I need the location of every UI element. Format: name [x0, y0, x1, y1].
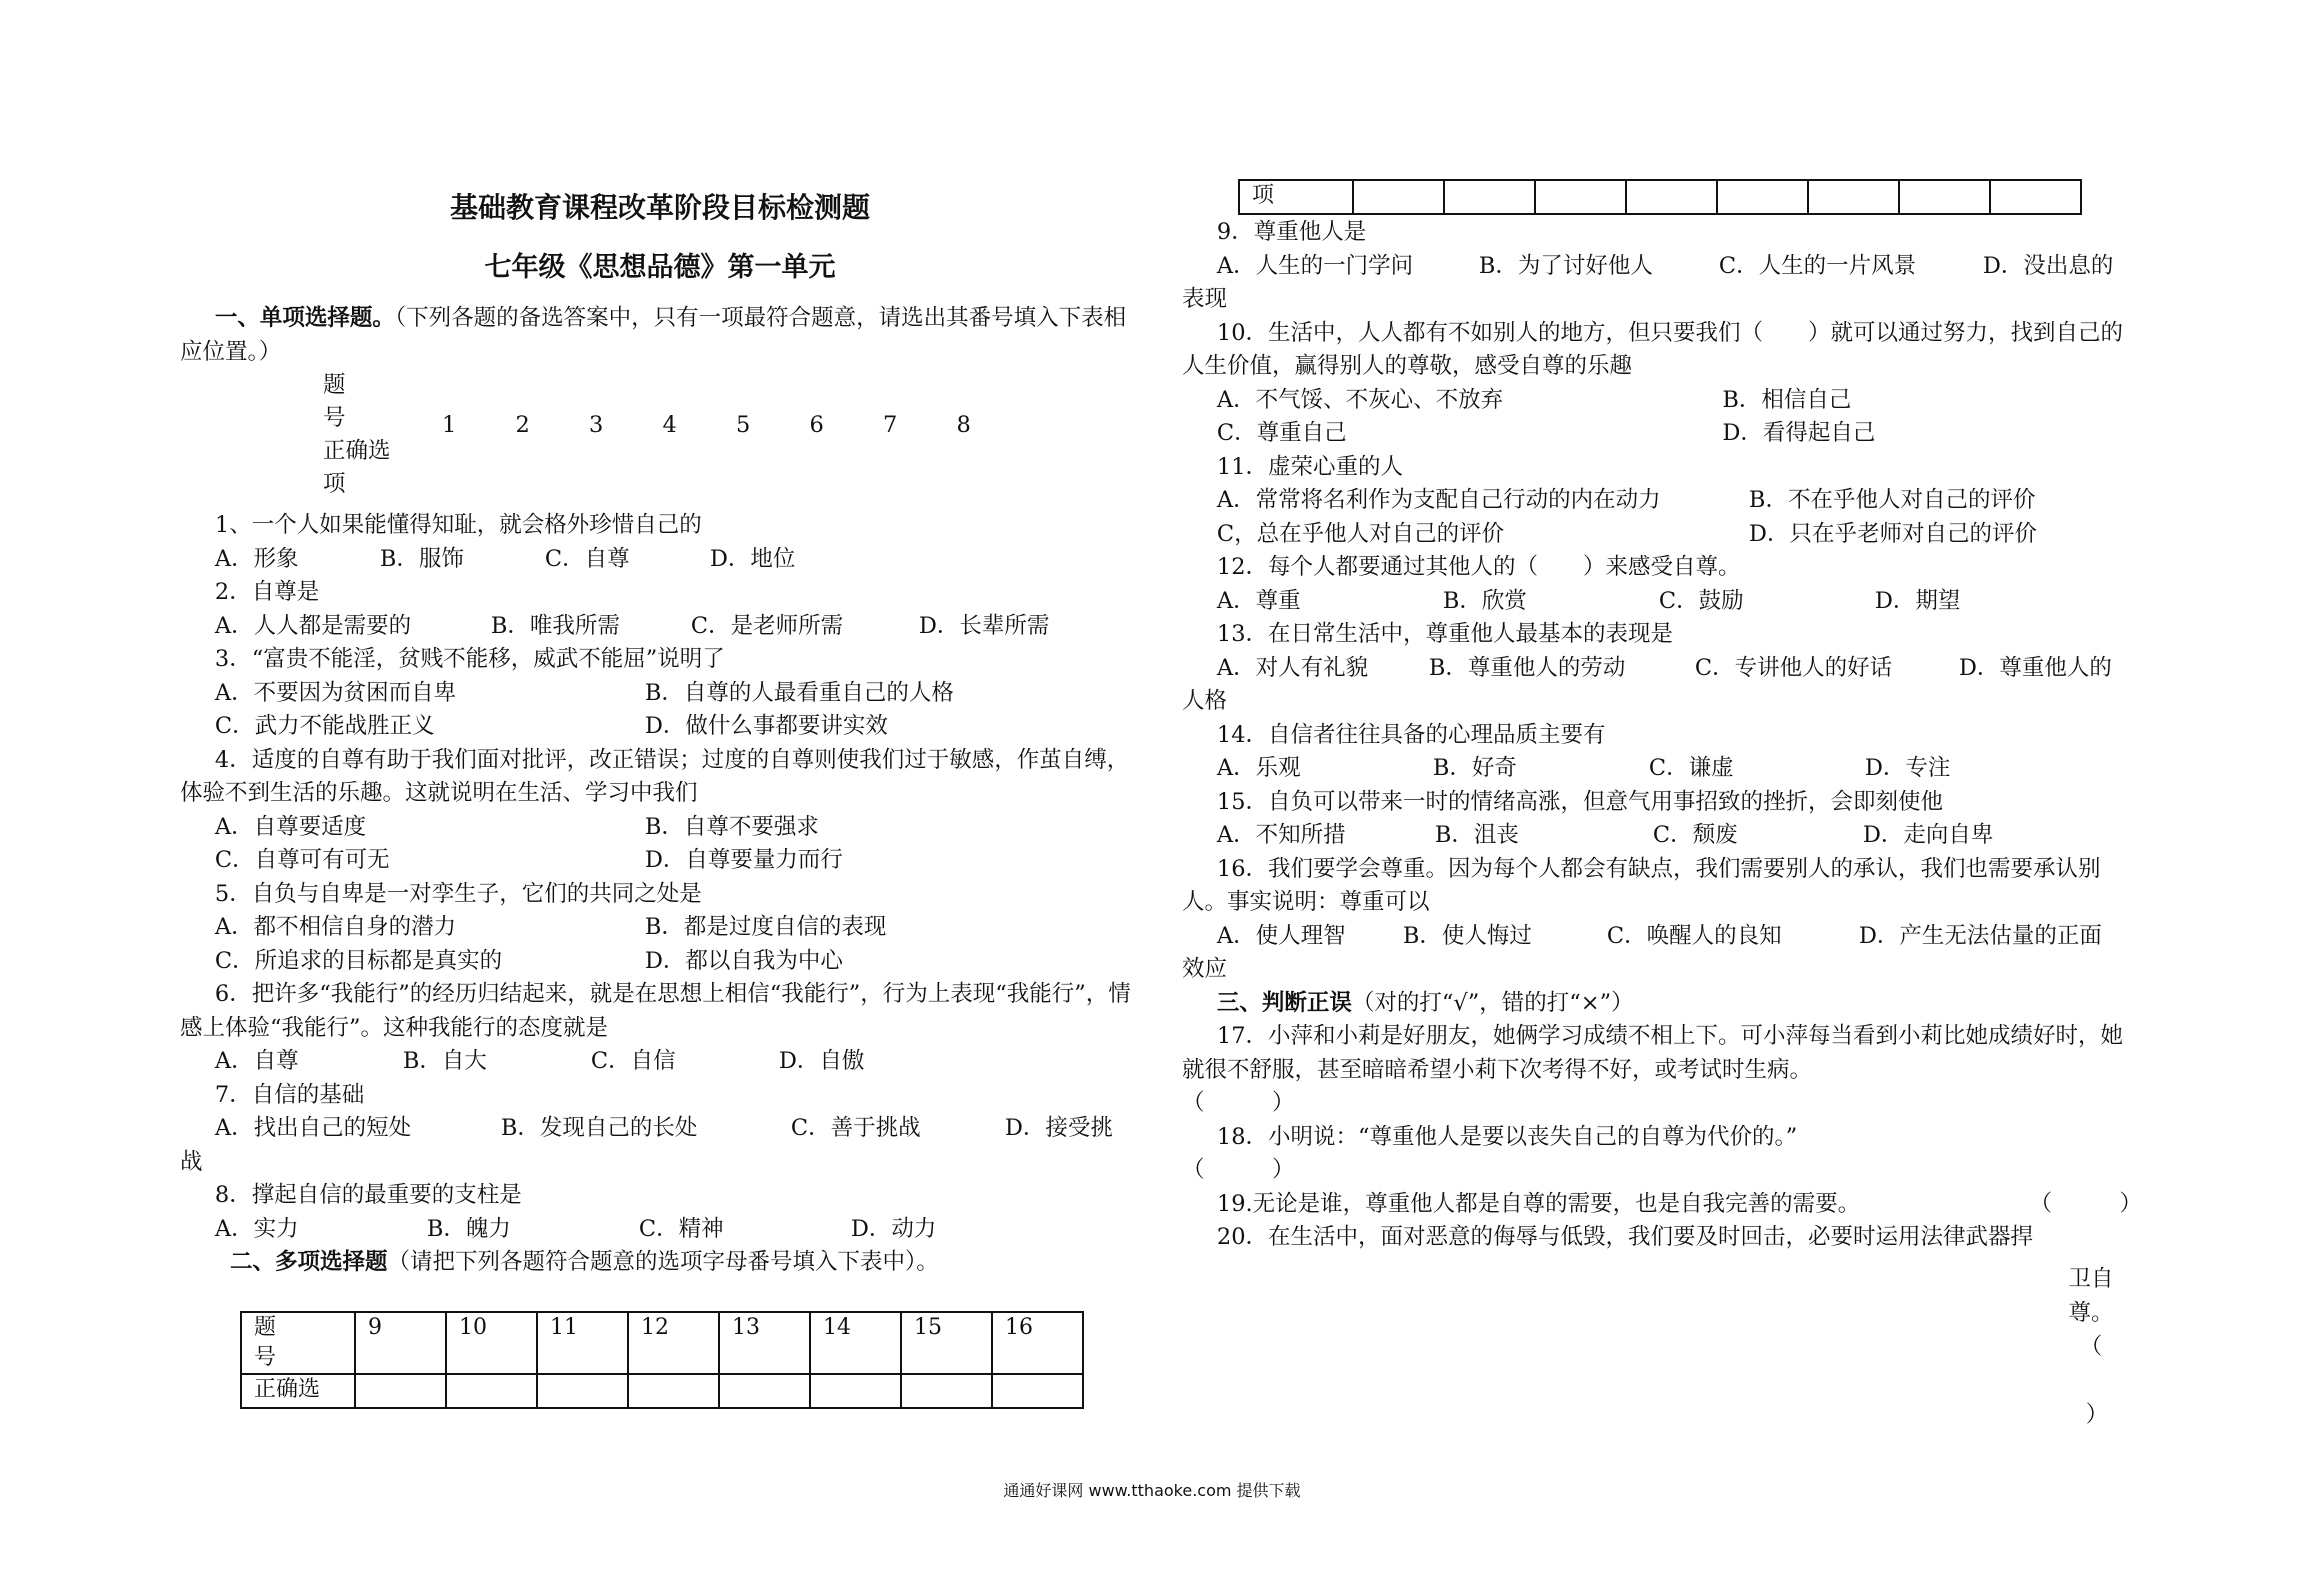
question-17-answer[interactable]: （ ） [1182, 1090, 1295, 1116]
question-16: 16．我们要学会尊重。因为每个人都会有缺点，我们需要别人的承认，我们也需要承认别人。事实说明：尊重可以 [1182, 855, 2101, 915]
question-7-wrap: 战 [180, 1148, 203, 1175]
question-18: 18．小明说：“尊重他人是要以丧失自己的自尊为代价的。” [1216, 1123, 1798, 1150]
question-15: 15．自负可以带来一时的情绪高涨，但意气用事招致的挫折，会即刻使他 [1216, 788, 1944, 815]
question-12-options: A．尊重 B．欣赏 C．鼓励 D．期望 [1216, 587, 1961, 614]
question-12: 12．每个人都要通过其他人的（ ）来感受自尊。 [1216, 554, 1741, 580]
right-column [1182, 216, 2142, 1255]
answer-key-numbers: 1 2 3 4 5 6 7 8 [442, 412, 971, 438]
question-1: 1、一个人如果能懂得知耻，就会格外珍惜自己的 [214, 512, 702, 538]
question-15-options: A．不知所措 B．沮丧 C．颓废 D．走向自卑 [1216, 822, 1994, 848]
question-5: 5．自负与自卑是一对孪生子，它们的共同之处是 [214, 880, 702, 907]
page-title: 基础教育课程改革阶段目标检测题 [449, 191, 870, 224]
question-19-answer[interactable]: （ ） [2029, 1190, 2142, 1217]
question-8: 8．撑起自信的最重要的支柱是 [214, 1182, 522, 1208]
question-6: 6．把许多“我能行”的经历归结起来，就是在思想上相信“我能行”，行为上表现“我能行”，情感上体验“我能行”。这种我能行的态度就是 [180, 981, 1131, 1041]
section1-heading: 一、单项选择题。（下列各题的备选答案中，只有一项最符合题意，请选出其番号填入下表相应位置。） [180, 305, 1127, 365]
question-17: 17．小萍和小莉是好朋友，她俩学习成绩不相上下。可小萍每当看到小莉比她成绩好时，她就很不舒服，甚至暗暗希望小莉下次考得不好，或考试时生病。 [1182, 1023, 2124, 1083]
left-column [180, 186, 1140, 1280]
question-1-options: A．形象 B．服饰 C．自尊 D．地位 [214, 545, 796, 572]
page-subtitle: 七年级《思想品德》第一单元 [484, 252, 836, 283]
question-20-wrap-1: 卫自 [2068, 1266, 2114, 1292]
question-9-wrap: 表现 [1182, 286, 1228, 312]
question-2-options: A．人人都是需要的 B．唯我所需 C．是老师所需 D．长辈所需 [214, 612, 1050, 639]
question-13-options: A．对人有礼貌 B．尊重他人的劳动 C．专讲他人的好话 D．尊重他人的 [1216, 654, 2112, 681]
table2-header: 题 号 [241, 1312, 355, 1374]
question-14-options: A．乐观 B．好奇 C．谦虚 D．专注 [1216, 755, 1951, 781]
question-7: 7．自信的基础 [214, 1081, 365, 1108]
question-3: 3．“富贵不能淫，贫贱不能移，威武不能屈”说明了 [214, 646, 725, 672]
question-11-options-2: C，总在乎他人对自己的评价 D．只在乎老师对自己的评价 [1216, 520, 2037, 547]
answer-table-2: 题 号 9 10 11 12 13 14 15 16 正确选 [240, 1311, 1084, 1409]
question-8-options: A．实力 B．魄力 C．精神 D．动力 [214, 1215, 937, 1242]
question-9: 9．尊重他人是 [1216, 219, 1367, 245]
question-10-options-2: C．尊重自己 D．看得起自己 [1216, 420, 1876, 446]
question-11: 11．虚荣心重的人 [1216, 453, 1404, 480]
table3-row-label: 项 [1239, 180, 1353, 214]
question-10: 10．生活中，人人都有不如别人的地方，但只要我们（ ）就可以通过努力，找到自己的人生价值，赢得别人的尊敬，感受自尊的乐趣 [1182, 319, 2124, 379]
question-14: 14．自信者往往具备的心理品质主要有 [1216, 721, 1606, 748]
question-11-options-1: A．常常将名利作为支配自己行动的内在动力 B．不在乎他人对自己的评价 [1216, 487, 2036, 513]
question-4-options-1: A．自尊要适度 B．自尊不要强求 [214, 813, 819, 840]
question-5-options-2: C．所追求的目标都是真实的 D．都以自我为中心 [214, 947, 843, 974]
question-5-options-1: A．都不相信自身的潜力 B．都是过度自信的表现 [214, 914, 887, 940]
answer-key-1: 题 号 正确选 项 1 2 3 4 5 6 7 8 [180, 369, 1140, 509]
question-20-paren-open[interactable]: （ [2079, 1334, 2103, 1360]
question-9-options: A．人生的一门学问 B．为了讨好他人 C．人生的一片风景 D．没出息的 [1216, 252, 2114, 279]
answer-table-2-continued [1238, 179, 2082, 215]
question-3-options-1: A．不要因为贫困而自卑 B．自尊的人最看重自己的人格 [214, 679, 954, 706]
question-4: 4．适度的自尊有助于我们面对批评，改正错误；过度的自尊则使我们过于敏感，作茧自缚，体验不到生活的乐趣。这就说明在生活、学习中我们 [180, 746, 1130, 806]
page-footer: 通通好课网 www.tthaoke.com 提供下载 [1003, 1481, 1301, 1500]
table2-row-label: 正确选 [241, 1374, 355, 1408]
question-18-answer[interactable]: （ ） [1182, 1157, 1295, 1183]
question-20: 20．在生活中，面对恶意的侮辱与低毁，我们要及时回击，必要时运用法律武器捍 [1216, 1224, 2034, 1250]
section2-heading: 二、多项选择题（请把下列各题符合题意的选项字母番号填入下表中）。 [230, 1249, 939, 1275]
question-6-options: A．自尊 B．自大 C．自信 D．自傲 [214, 1048, 865, 1074]
question-4-options-2: C．自尊可有可无 D．自尊要量力而行 [214, 847, 843, 873]
question-2: 2．自尊是 [214, 579, 320, 605]
question-7-options: A．找出自己的短处 B．发现自己的长处 C．善于挑战 D．接受挑 [214, 1115, 1113, 1141]
section3-heading: 三、判断正误（对的打“√”，错的打“×”） [1216, 989, 1634, 1016]
question-19: 19.无论是谁，尊重他人都是自尊的需要，也是自我完善的需要。 （ ） [1182, 1188, 2142, 1222]
question-16-options: A．使人理智 B．使人悔过 C．唤醒人的良知 D．产生无法估量的正面 [1216, 922, 2102, 949]
question-3-options-2: C．武力不能战胜正义 D．做什么事都要讲实效 [214, 713, 888, 739]
question-10-options-1: A．不气馁、不灰心、不放弃 B．相信自己 [1216, 386, 1852, 413]
question-13: 13．在日常生活中，尊重他人最基本的表现是 [1216, 621, 1674, 647]
question-16-wrap: 效应 [1182, 956, 1228, 982]
question-20-paren-close[interactable]: ） [2085, 1402, 2109, 1428]
question-20-wrap-2: 尊。 [2068, 1300, 2114, 1326]
question-13-wrap: 人格 [1182, 688, 1228, 714]
